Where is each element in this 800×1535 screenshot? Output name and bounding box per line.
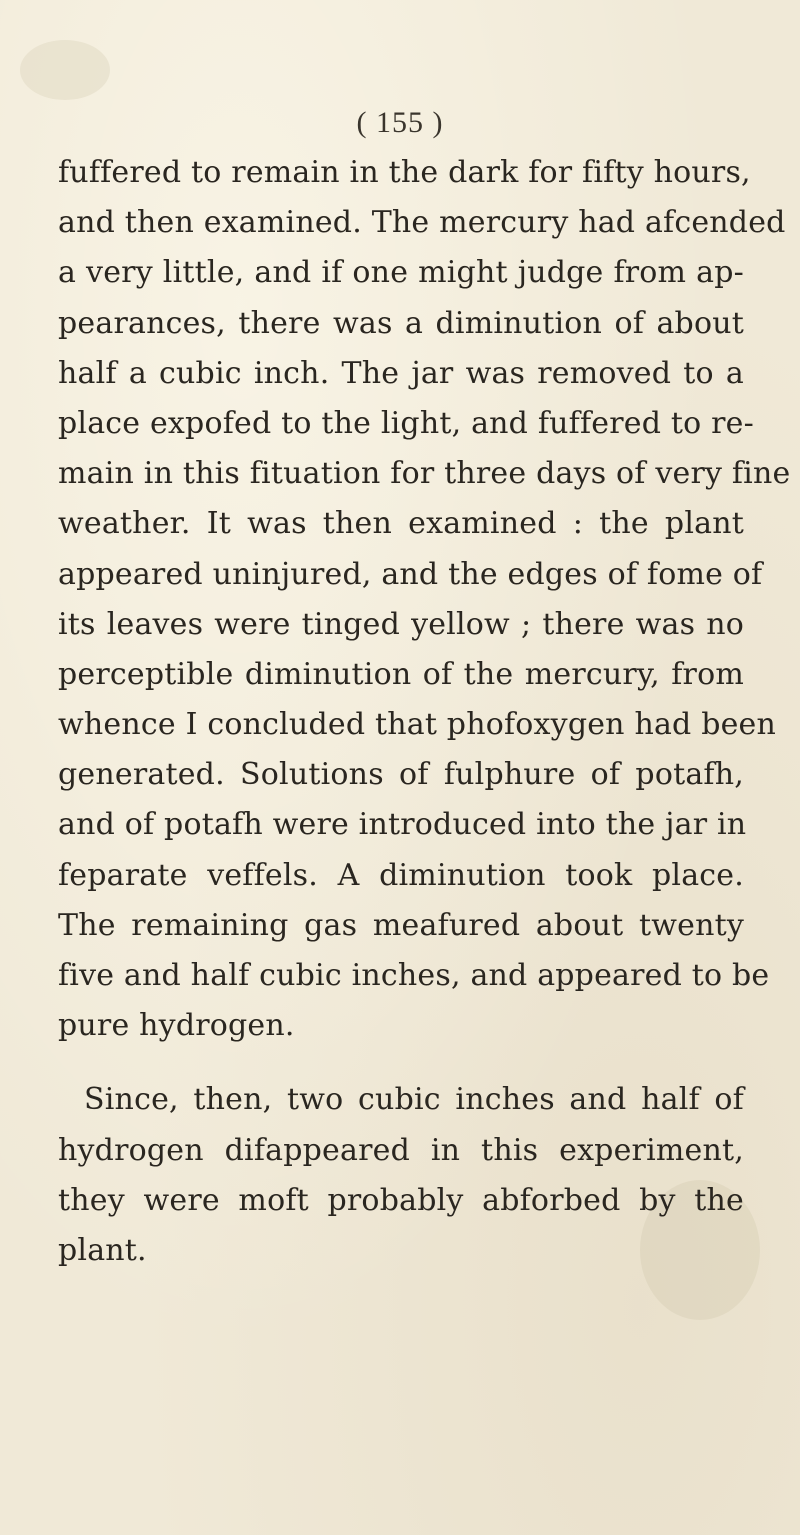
text-line: place expofed to the light, and fuffered to re- bbox=[58, 405, 754, 441]
text-line: main in this fituation for three days of very fine bbox=[58, 456, 791, 492]
text-line: five and half cubic inches, and appeared to be bbox=[58, 958, 770, 993]
text-line: Since, then, two cubic inches and half of bbox=[84, 1082, 744, 1118]
text-line: The remaining gas meafured about twenty bbox=[58, 907, 744, 943]
text-line: they were moft probably abforbed by the bbox=[58, 1182, 744, 1218]
body-text bbox=[58, 148, 791, 1276]
text-line: and then examined. The mercury had afcended bbox=[58, 205, 786, 241]
text-line: appeared uninjured, and the edges of fome of bbox=[58, 556, 763, 592]
page-number: ( 155 ) bbox=[356, 106, 444, 139]
text-line: half a cubic inch. The jar was removed to a bbox=[58, 355, 744, 391]
text-line: fuffered to remain in the dark for fifty hours, bbox=[58, 155, 751, 190]
text-line: pearances, there was a diminution of about bbox=[58, 305, 744, 341]
paper-stain bbox=[20, 40, 110, 100]
text-line: perceptible diminution of the mercury, from bbox=[58, 656, 744, 692]
text-line: hydrogen difappeared in this experiment, bbox=[58, 1132, 744, 1168]
paragraph-gap bbox=[58, 1051, 744, 1075]
text-line: generated. Solutions of fulphure of potafh, bbox=[58, 757, 744, 793]
text-line: its leaves were tinged yellow ; there was no bbox=[58, 606, 744, 642]
text-line: whence I concluded that phofoxygen had been bbox=[58, 707, 777, 743]
text-line: a very little, and if one might judge from ap- bbox=[58, 255, 744, 291]
paragraph-1 bbox=[58, 148, 791, 1051]
paragraph-2 bbox=[58, 1075, 744, 1276]
text-line: weather. It was then examined : the plant bbox=[58, 506, 744, 542]
text-line: and of potafh were introduced into the jar in bbox=[58, 807, 747, 843]
text-line: plant. bbox=[58, 1232, 147, 1268]
text-line: pure hydrogen. bbox=[58, 1008, 295, 1044]
text-line: feparate veffels. A diminution took place. bbox=[58, 857, 744, 893]
